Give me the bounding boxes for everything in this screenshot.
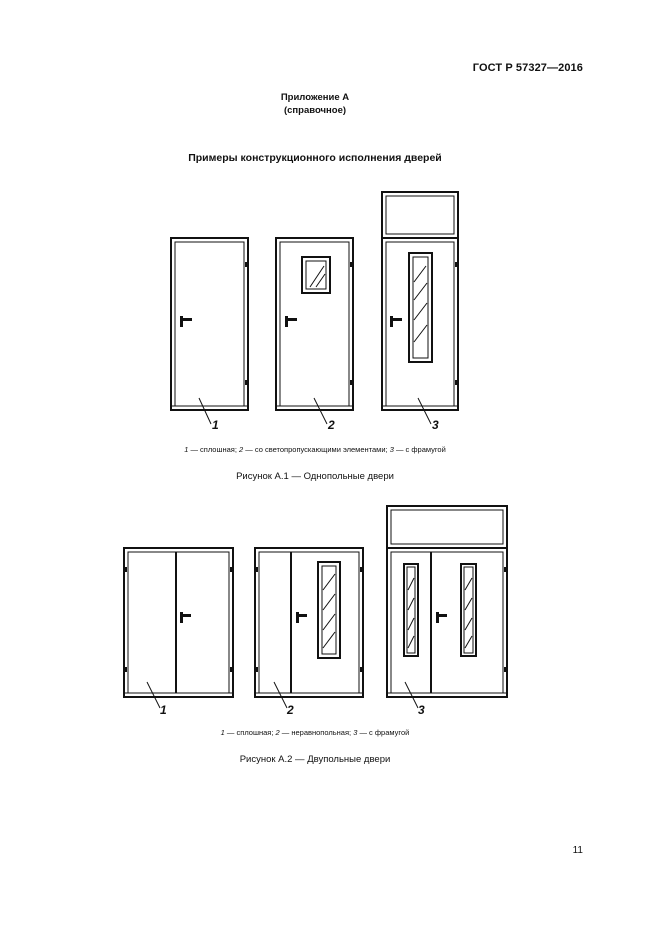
fig1-legend-num-3: 3 xyxy=(389,445,394,454)
fig1-label-1: 1 xyxy=(212,418,219,432)
fig2-label-3: 3 xyxy=(418,703,425,717)
fig2-legend-num-3: 3 xyxy=(353,728,358,737)
fig2-legend-text-2: — неравнопольная; xyxy=(279,728,354,737)
fig2-door-unequal xyxy=(255,548,363,717)
fig2-legend-num-1: 1 xyxy=(220,728,225,737)
fig2-legend-num-2: 2 xyxy=(275,728,280,737)
fig1-legend-text-3: — с фрамугой xyxy=(393,445,446,454)
figure1-caption: Рисунок А.1 — Однопольные двери xyxy=(236,471,394,482)
fig1-label-3: 3 xyxy=(432,418,439,432)
annex-subtitle: (справочное) xyxy=(283,105,347,116)
fig2-label-1: 1 xyxy=(160,703,167,717)
fig1-legend-num-2: 2 xyxy=(239,445,244,454)
fig1-legend-num-1: 1 xyxy=(184,445,189,454)
standard-designation: ГОСТ Р 57327—2016 xyxy=(472,62,583,74)
section-title: Примеры конструкционного исполнения дверей xyxy=(188,152,442,164)
fig2-door-double-transom xyxy=(387,506,507,717)
fig1-legend-text-2: — со светопропускающими элементами; xyxy=(243,445,390,454)
figure1-legend xyxy=(0,445,630,454)
fig2-door-double-solid xyxy=(124,548,233,717)
fig1-door-transom xyxy=(382,192,458,432)
figure2-caption: Рисунок А.2 — Двупольные двери xyxy=(239,754,391,765)
page-number: 11 xyxy=(572,845,583,856)
figure2-legend xyxy=(0,728,630,737)
fig1-door-solid xyxy=(171,238,248,432)
fig2-label-2: 2 xyxy=(287,703,294,717)
fig1-label-2: 2 xyxy=(328,418,335,432)
fig2-legend-text-1: — сплошная; xyxy=(224,728,276,737)
fig1-legend-text-1: — сплошная; xyxy=(188,445,240,454)
fig2-legend-text-3: — с фрамугой xyxy=(357,728,410,737)
fig1-door-glazed xyxy=(276,238,353,432)
annex-title: Приложение А xyxy=(280,92,350,103)
